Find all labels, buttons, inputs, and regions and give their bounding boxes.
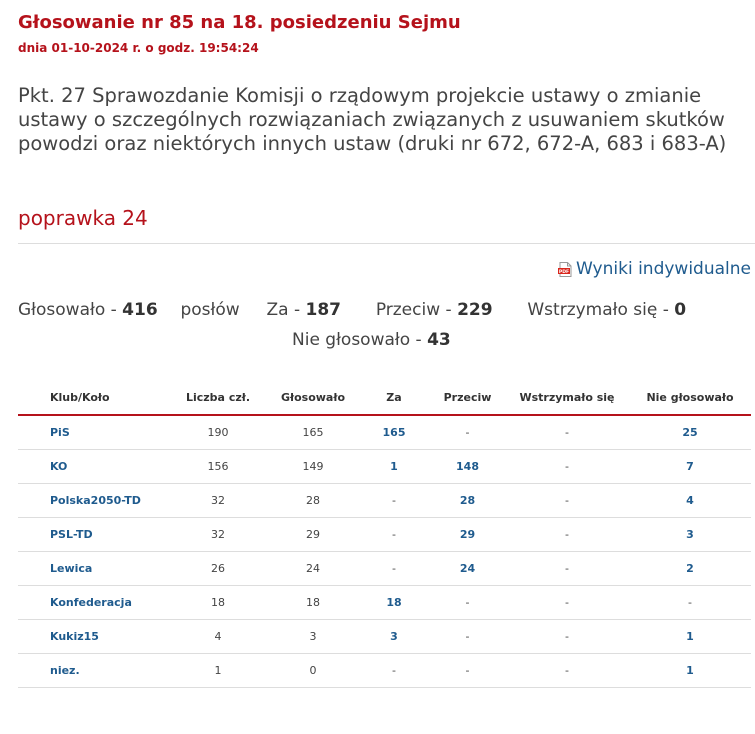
voted-count: 28 [268,484,358,518]
table-row [18,484,751,518]
not-voted-count[interactable]: 4 [629,484,751,518]
abstain-value: 0 [674,300,687,320]
members-count: 18 [168,586,268,620]
club-name[interactable]: Konfederacja [18,586,168,620]
not-voted-count[interactable]: 2 [629,552,751,586]
voted-count: 0 [268,654,358,688]
against-count[interactable]: 148 [430,450,505,484]
voted-count: 3 [268,620,358,654]
header-not-voted: Nie głosowało [629,381,751,415]
divider [18,243,755,244]
not-voted-count[interactable]: 3 [629,518,751,552]
pdf-icon-text: PDF [558,269,570,275]
voted-count: 149 [268,450,358,484]
for-count: - [358,552,430,586]
agenda-item-description: Pkt. 27 Sprawozdanie Komisji o rządowym projekcie ustawy o zmianie ustawy o szczególnych rozwiązaniach związanych z usuwaniem skutków powodzi oraz niektórych innych ustaw (druki nr 672, 672-A, 683 i 683-A) [18,84,727,155]
not-voted-count[interactable]: 1 [629,620,751,654]
abstain-count: - [505,518,629,552]
not-voted-count[interactable]: 1 [629,654,751,688]
vote-summary [18,300,686,320]
for-count[interactable]: 165 [358,415,430,450]
not-voted-value: 43 [427,330,451,350]
table-row [18,450,751,484]
voted-count: 18 [268,586,358,620]
members-count: 156 [168,450,268,484]
header-club: Klub/Koło [18,381,168,415]
voted-unit: posłów [180,300,240,320]
voted-label: Głosowało - [18,300,117,320]
for-count: - [358,518,430,552]
individual-results-link[interactable] [558,259,751,279]
page-title: Głosowanie nr 85 na 18. posiedzeniu Sejmu [18,12,461,33]
not-voted-count[interactable]: 7 [629,450,751,484]
table-row [18,552,751,586]
for-count[interactable]: 18 [358,586,430,620]
table-row [18,654,751,688]
members-count: 190 [168,415,268,450]
for-count[interactable]: 3 [358,620,430,654]
club-name[interactable]: KO [18,450,168,484]
not-voted-label: Nie głosowało - [292,330,422,350]
abstain-count: - [505,586,629,620]
against-count: - [430,586,505,620]
table-row [18,620,751,654]
abstain-count: - [505,552,629,586]
table-row [18,518,751,552]
for-label: Za - [266,300,301,320]
for-value: 187 [305,300,341,320]
against-label: Przeciw - [375,300,452,320]
against-count: - [430,654,505,688]
members-count: 32 [168,518,268,552]
club-name[interactable]: PiS [18,415,168,450]
against-value: 229 [457,300,493,320]
table-row [18,415,751,450]
individual-results-label[interactable]: Wyniki indywidualne [576,259,751,279]
not-voted-count[interactable]: 25 [629,415,751,450]
abstain-count: - [505,620,629,654]
for-count: - [358,484,430,518]
header-voted: Głosowało [268,381,358,415]
voted-value: 416 [122,300,158,320]
abstain-label: Wstrzymało się - [527,300,669,320]
abstain-count: - [505,654,629,688]
header-for: Za [358,381,430,415]
table-header-row [18,381,751,415]
voted-count: 24 [268,552,358,586]
header-against: Przeciw [430,381,505,415]
voted-count: 29 [268,518,358,552]
for-count[interactable]: 1 [358,450,430,484]
header-members: Liczba czł. [168,381,268,415]
not-voted-count: - [629,586,751,620]
pdf-icon [558,262,572,277]
amendment-label: poprawka 24 [18,206,148,230]
vote-date: dnia 01-10-2024 r. o godz. 19:54:24 [18,41,259,55]
club-name[interactable]: niez. [18,654,168,688]
club-name[interactable]: Lewica [18,552,168,586]
table-row [18,586,751,620]
abstain-count: - [505,415,629,450]
members-count: 26 [168,552,268,586]
for-count: - [358,654,430,688]
voted-count: 165 [268,415,358,450]
against-count: - [430,620,505,654]
abstain-count: - [505,484,629,518]
members-count: 32 [168,484,268,518]
against-count[interactable]: 28 [430,484,505,518]
club-name[interactable]: PSL-TD [18,518,168,552]
vote-summary-not-voted [292,330,451,350]
against-count[interactable]: 29 [430,518,505,552]
members-count: 1 [168,654,268,688]
against-count: - [430,415,505,450]
abstain-count: - [505,450,629,484]
header-abstain: Wstrzymało się [505,381,629,415]
club-results-table [18,381,751,688]
members-count: 4 [168,620,268,654]
club-name[interactable]: Polska2050-TD [18,484,168,518]
club-name[interactable]: Kukiz15 [18,620,168,654]
against-count[interactable]: 24 [430,552,505,586]
